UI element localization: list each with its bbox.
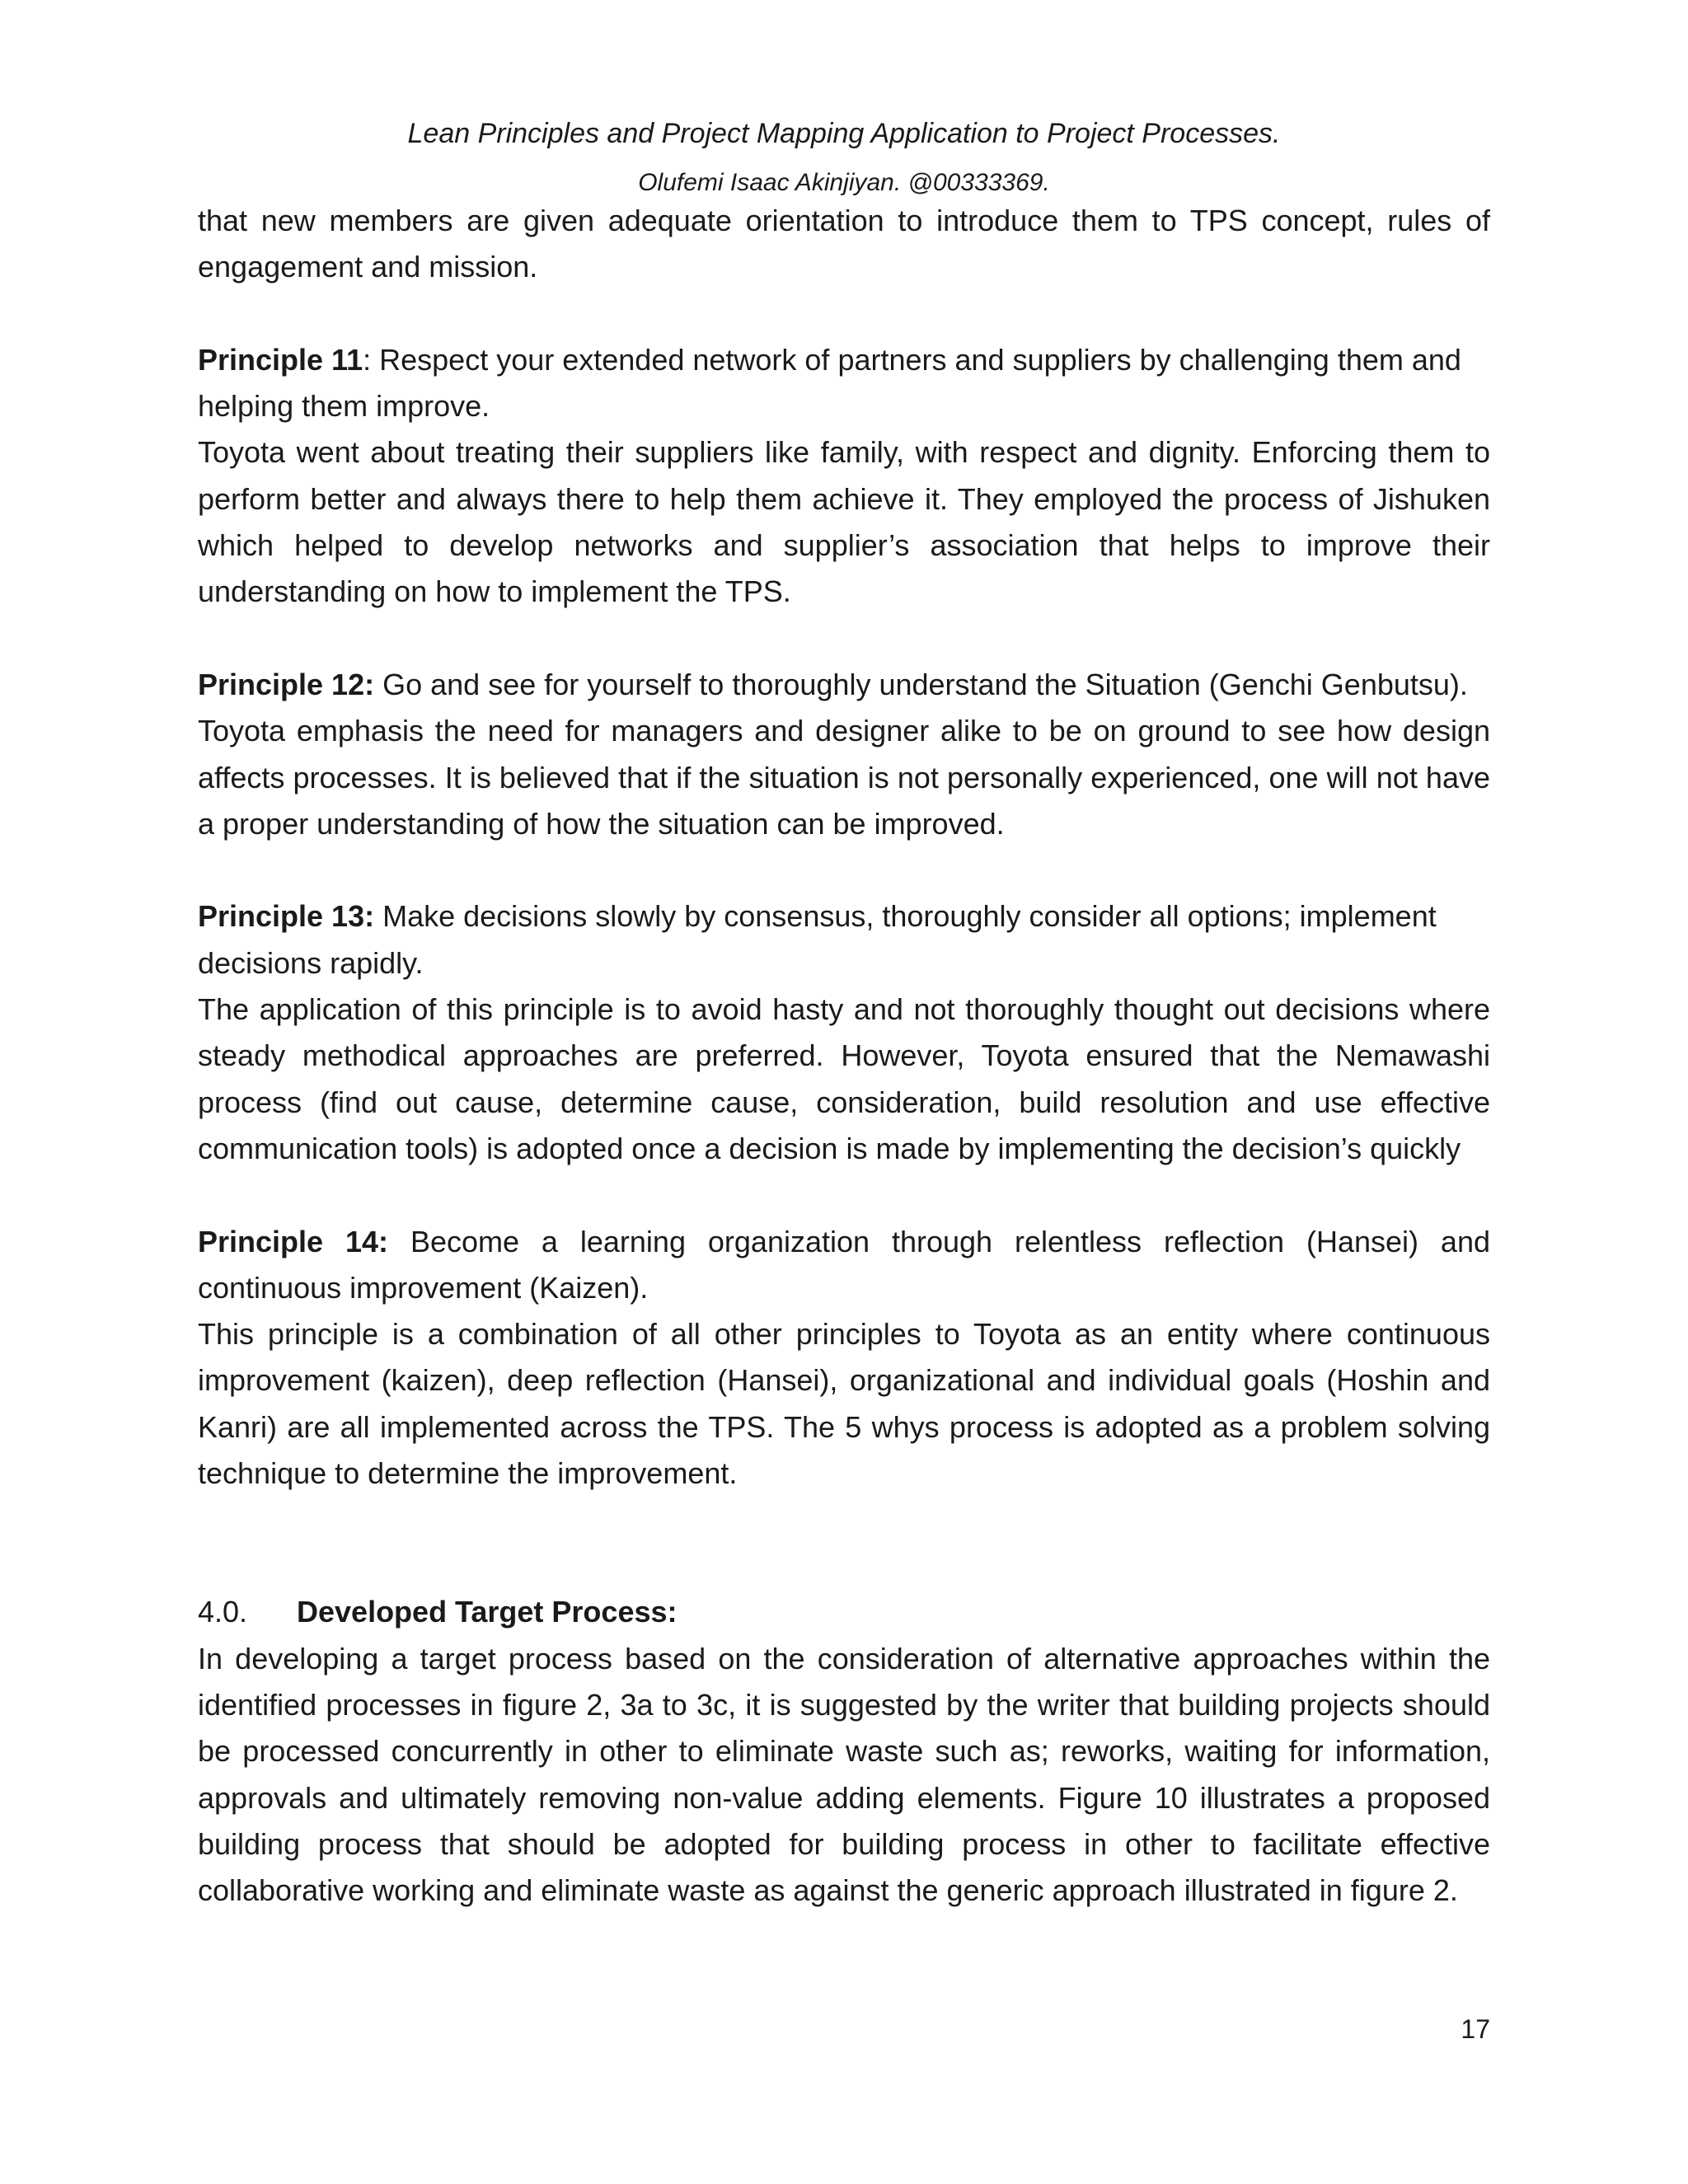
principle-13-title: Make decisions slowly by consensus, thoroughly consider all options; implement decisions rapidly.	[198, 899, 1437, 980]
principle-14-heading	[198, 1219, 1490, 1312]
page-number: 17	[1461, 2014, 1490, 2044]
section-heading	[198, 1589, 1490, 1635]
principle-12-title: Go and see for yourself to thoroughly understand the Situation (Genchi Genbutsu).	[374, 667, 1468, 701]
principle-13-text: The application of this principle is to avoid hasty and not thoroughly thought out decisions where steady methodical approaches are preferred. However, Toyota ensured that the Nemawashi process (find out cause, determine cause, consideration, build resolution and use effective communication tools) is adopted once a decision is made by implementing the decision’s quickly	[198, 992, 1490, 1165]
section-spacer	[198, 1497, 1490, 1589]
principle-12-label: Principle 12:	[198, 667, 375, 701]
section-number: 4.0.	[198, 1595, 248, 1629]
running-header-author: Olufemi Isaac Akinjiyan. @00333369.	[638, 169, 1050, 196]
principle-14-text: This principle is a combination of all other principles to Toyota as an entity where continuous improvement (kaizen), deep reflection (Hansei), organizational and individual goals (Hoshin and Kanri) are all implemented across the TPS. The 5 whys process is adopted as a problem solving technique to determine the improvement.	[198, 1317, 1490, 1491]
paragraph-spacer	[198, 1172, 1490, 1218]
principle-11-text: Toyota went about treating their suppliers like family, with respect and dignity. Enforcing them to perform better and always there to help them achieve it. They employed the process of Jishuken which helped to develop networks and supplier’s association that helps to improve their understanding on how to implement the TPS.	[198, 435, 1490, 609]
paragraph-spacer	[198, 847, 1490, 893]
section-title: Developed Target Process:	[297, 1595, 678, 1629]
document-body	[198, 198, 1490, 1914]
principle-11-heading	[198, 337, 1490, 430]
principle-14-label: Principle 14:	[198, 1224, 389, 1258]
principle-13-label: Principle 13:	[198, 899, 375, 934]
intro-paragraph: that new members are given adequate orientation to introduce them to TPS concept, rules of engagement and mission.	[198, 204, 1490, 284]
principle-12-heading	[198, 662, 1490, 708]
principle-13-heading	[198, 893, 1490, 987]
paragraph-spacer	[198, 616, 1490, 662]
section-text: In developing a target process based on the consideration of alternative approaches within the identified processes in figure 2, 3a to 3c, it is suggested by the writer that building projects should be processed concurrently in other to eliminate waste such as; reworks, waiting for information, approvals and ultimately removing non-value adding elements. Figure 10 illustrates a proposed building process that should be adopted for building process in other to facilitate effective collaborative working and eliminate waste as against the generic approach illustrated in figure 2.	[198, 1641, 1490, 1908]
paragraph-spacer	[198, 291, 1490, 337]
principle-14-title: Become a learning organization through relentless reflection (Hansei) and continuous improvement (Kaizen).	[198, 1224, 1490, 1305]
principle-11-separator: :	[363, 342, 372, 377]
principle-12-text: Toyota emphasis the need for managers and designer alike to be on ground to see how design affects processes. It is believed that if the situation is not personally experienced, one will not have a proper understanding of how the situation can be improved.	[198, 714, 1490, 841]
running-header-title: Lean Principles and Project Mapping Application to Project Processes.	[407, 118, 1281, 149]
principle-11-label: Principle 11	[198, 342, 363, 377]
principle-11-title: Respect your extended network of partners and suppliers by challenging them and helping them improve.	[198, 342, 1461, 424]
